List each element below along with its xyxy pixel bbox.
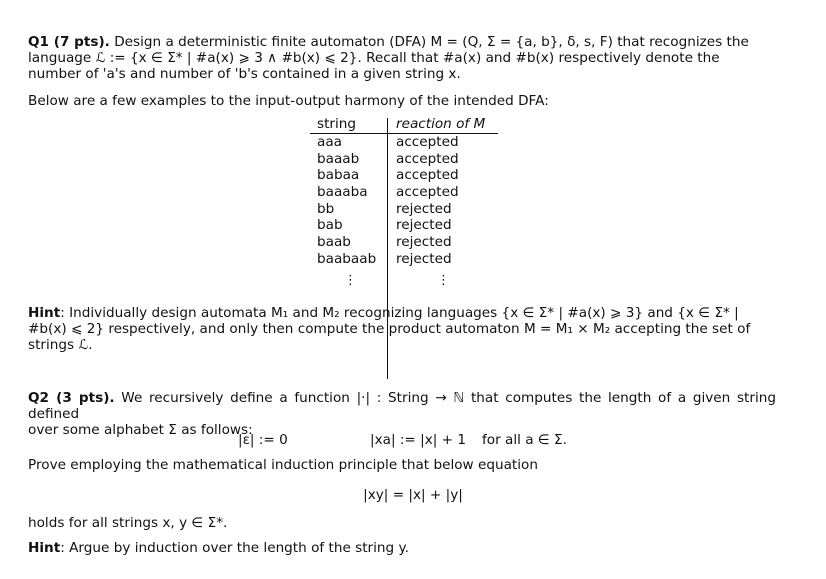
q2-statement — [28, 390, 776, 438]
header-reaction: reaction of M — [396, 116, 486, 132]
table-row — [310, 151, 498, 168]
equation: |xy| = |x| + |y| — [363, 487, 463, 503]
q2-hint-label: Hint — [28, 540, 61, 556]
table-header — [310, 114, 498, 134]
row-string: baaab — [317, 150, 360, 167]
header-string: string — [317, 116, 357, 132]
q2-prove-intro: Prove employing the mathematical induction principle that below equation — [28, 457, 538, 473]
q2-text-1: We recursively define a function |·| : String → ℕ that computes the length of a given string defined — [28, 390, 776, 422]
row-reaction: accepted — [396, 150, 459, 167]
row-reaction: accepted — [396, 167, 459, 184]
q1-line-1 — [28, 34, 776, 50]
row-reaction: accepted — [396, 184, 459, 201]
q1-hint-line-1 — [28, 305, 776, 321]
table-row — [310, 167, 498, 184]
row-reaction: rejected — [396, 250, 452, 267]
q1-hint-text-1: : Individually design automata M₁ and M₂ recognizing languages {x ∈ Σ* | #a(x) ⩾ 3} and {x ∈ Σ* | — [60, 305, 739, 321]
row-reaction: accepted — [396, 134, 459, 150]
table-row — [310, 184, 498, 201]
def-step-case: |xa| := |x| + 1 — [370, 432, 467, 448]
examples-table — [310, 114, 498, 268]
row-string: aaa — [317, 134, 342, 150]
q2-holds-line: holds for all strings x, y ∈ Σ*. — [28, 515, 228, 531]
q1-statement — [28, 34, 776, 82]
def-base-case: |ε| := 0 — [238, 432, 288, 448]
q2-hint-text: : Argue by induction over the length of the string y. — [60, 540, 409, 556]
q2-hint — [28, 540, 776, 556]
q1-examples-intro: Below are a few examples to the input-output harmony of the intended DFA: — [28, 93, 549, 109]
ellipsis-string: ⋮ — [344, 273, 357, 288]
table-row — [310, 217, 498, 234]
table-body — [310, 134, 498, 268]
row-string: babaa — [317, 167, 360, 184]
row-string: bb — [317, 200, 335, 217]
q1-hint-label: Hint — [28, 305, 61, 321]
row-string: baabaab — [317, 250, 377, 267]
table-row — [310, 201, 498, 218]
row-reaction: rejected — [396, 200, 452, 217]
q2-heading: Q2 (3 pts). — [28, 390, 115, 406]
row-string: baaaba — [317, 184, 368, 201]
table-row — [310, 234, 498, 251]
q1-line-3: number of 'a's and number of 'b's contained in a given string x. — [28, 66, 461, 82]
q1-heading: Q1 (7 pts). — [28, 34, 110, 50]
q1-hint-line-3: strings ℒ. — [28, 337, 93, 353]
q1-line-2: language ℒ := {x ∈ Σ* | #a(x) ⩾ 3 ∧ #b(x) ⩽ 2}. Recall that #a(x) and #b(x) respectively denote the — [28, 50, 720, 66]
row-reaction: rejected — [396, 234, 452, 251]
q1-text-1: Design a deterministic finite automaton (DFA) M = (Q, Σ = {a, b}, δ, s, F) that recognizes the — [114, 34, 749, 50]
row-string: bab — [317, 217, 343, 234]
row-string: baab — [317, 234, 351, 251]
def-for-all: for all a ∈ Σ. — [482, 432, 567, 448]
q2-line-2: over some alphabet Σ as follows: — [28, 422, 253, 438]
q2-line-1 — [28, 390, 776, 422]
table-row — [310, 134, 498, 151]
q1-hint-line-2: #b(x) ⩽ 2} respectively, and only then compute the product automaton M = M₁ × M₂ accepting the set of — [28, 321, 751, 337]
ellipsis-reaction: ⋮ — [437, 273, 450, 288]
q1-hint — [28, 305, 776, 353]
row-reaction: rejected — [396, 217, 452, 234]
table-row — [310, 251, 498, 268]
